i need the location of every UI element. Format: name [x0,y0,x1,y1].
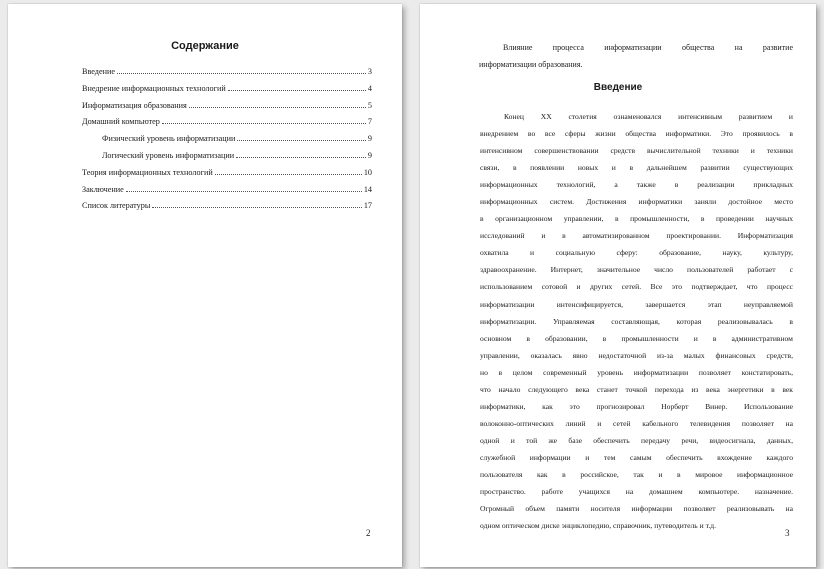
toc-entry-education-informatization [82,101,372,118]
body-line: информатики, как это прогнозировал Норберт Винер. Использование [480,401,793,411]
page-3 [420,4,816,567]
body-line: волоконно-оптических линий и сетей кабельного телевидения позволяет на [480,418,793,428]
toc-entry-it-theory [82,168,372,185]
toc-leader-dots [162,123,366,124]
body-line: информатизации. Управляемая составляющая, которая реализовывалась в [480,316,793,326]
toc-leader-dots [126,191,362,192]
body-line: интенсивном совершенствовании средств вычислительной техники и техники [480,146,793,156]
body-line: управлении, оказалась явно недостаточной из-за малых финансовых средств, [480,350,793,360]
toc-entry-page: 5 [367,100,372,110]
toc-entry-physical-level [82,134,372,151]
body-line: одной и той же базе обеспечить передачу речи, видеосигнала, данных, [480,435,793,445]
page-number: 2 [366,528,371,538]
body-line: информационных технологий, а также в реализации прикладных [480,180,793,190]
toc-list [82,67,372,218]
toc-entry-page: 3 [367,67,372,76]
body-line: связи, в появлении новых и в дальнейшем развитии существующих [480,163,793,173]
toc-leader-dots [237,140,366,141]
continuation-line: Влияние процесса информатизации общества на развитие [503,43,793,52]
toc-entry-label: Внедрение информационных технологий [82,83,226,93]
toc-entry-logical-level [82,151,372,168]
toc-entry-label: Теория информационных технологий [82,167,213,177]
toc-entry-label: Домашний компьютер [82,117,160,127]
toc-entry-label: Логический уровень информатизации [102,150,235,160]
toc-entry-it-adoption [82,84,372,101]
body-line: здравоохранение. Интернет, значительное число пользователей работает с [480,265,793,275]
body-line: охватила и социальную сферу: образование, науку, культуру, [480,248,793,258]
toc-entry-page: 17 [363,201,372,211]
toc-entry-page: 14 [363,184,372,194]
toc-entry-references [82,201,372,218]
toc-leader-dots [152,207,361,208]
section-title: Введение [593,82,643,93]
toc-entry-page: 4 [367,83,372,93]
toc-entry-page: 9 [367,150,372,160]
continuation-paragraph [479,39,793,73]
body-line: в организационном управлении, в промышленности, в проведении научных [480,214,793,224]
body-line: служебной информации и тем самым обеспечить вхождение каждого [480,452,793,462]
toc-title: Содержание [171,40,239,52]
body-paragraph [480,108,793,534]
toc-entry-conclusion [82,185,372,202]
body-line: пользователя как в российское, так и в мировое информационное [480,469,793,479]
body-line: исследований и в автоматизированном проектировании. Информатизация [480,231,793,241]
body-line: что начало следующего века станет точкой перехода из века энергетики в век [480,384,793,394]
body-line: информатизации интенсифицируется, завершается этап неуправляемой [480,299,793,309]
toc-entry-label: Заключение [82,184,124,194]
toc-entry-label: Список литературы [82,201,151,211]
toc-entry-page: 10 [363,167,372,177]
toc-entry-label: Информатизация образования [82,100,187,110]
toc-entry-home-computer [82,117,372,134]
body-line: одном оптическом диске энциклопедию, справочник, путеводитель и т.д. [480,521,717,531]
toc-entry-label: Введение [82,67,116,76]
toc-entry-introduction [82,67,372,84]
toc-leader-dots [117,73,366,74]
page-number: 3 [785,528,790,538]
body-line: информационных систем. Достижения информатики заняли достойное место [480,197,793,207]
body-line: Конец XX столетия ознаменовался интенсивным развитием и [504,112,793,121]
toc-entry-label: Физический уровень информатизации [102,134,236,144]
body-line: внедрением во все сферы жизни общества информатики. Это проявилось в [480,129,793,139]
toc-leader-dots [215,174,362,175]
body-line: основном в образовании, в промышленности и в административном [480,333,793,343]
toc-entry-page: 9 [367,134,372,144]
continuation-line: информатизации образования. [479,60,583,69]
page-2 [8,4,402,567]
toc-leader-dots [236,157,366,158]
toc-entry-page: 7 [367,117,372,127]
body-line: пространство. работе учащихся на домашнем компьютере. назначение. [480,487,793,497]
toc-leader-dots [228,90,366,91]
body-line: но в целом современный уровень информатизации позволяет констатировать, [480,367,793,377]
toc-leader-dots [189,107,366,108]
body-line: Огромный объем памяти носителя информации позволяет реализовывать на [480,504,793,514]
body-line: использованием сотовой и других сетей. Все это подтверждает, что процесс [480,282,793,292]
